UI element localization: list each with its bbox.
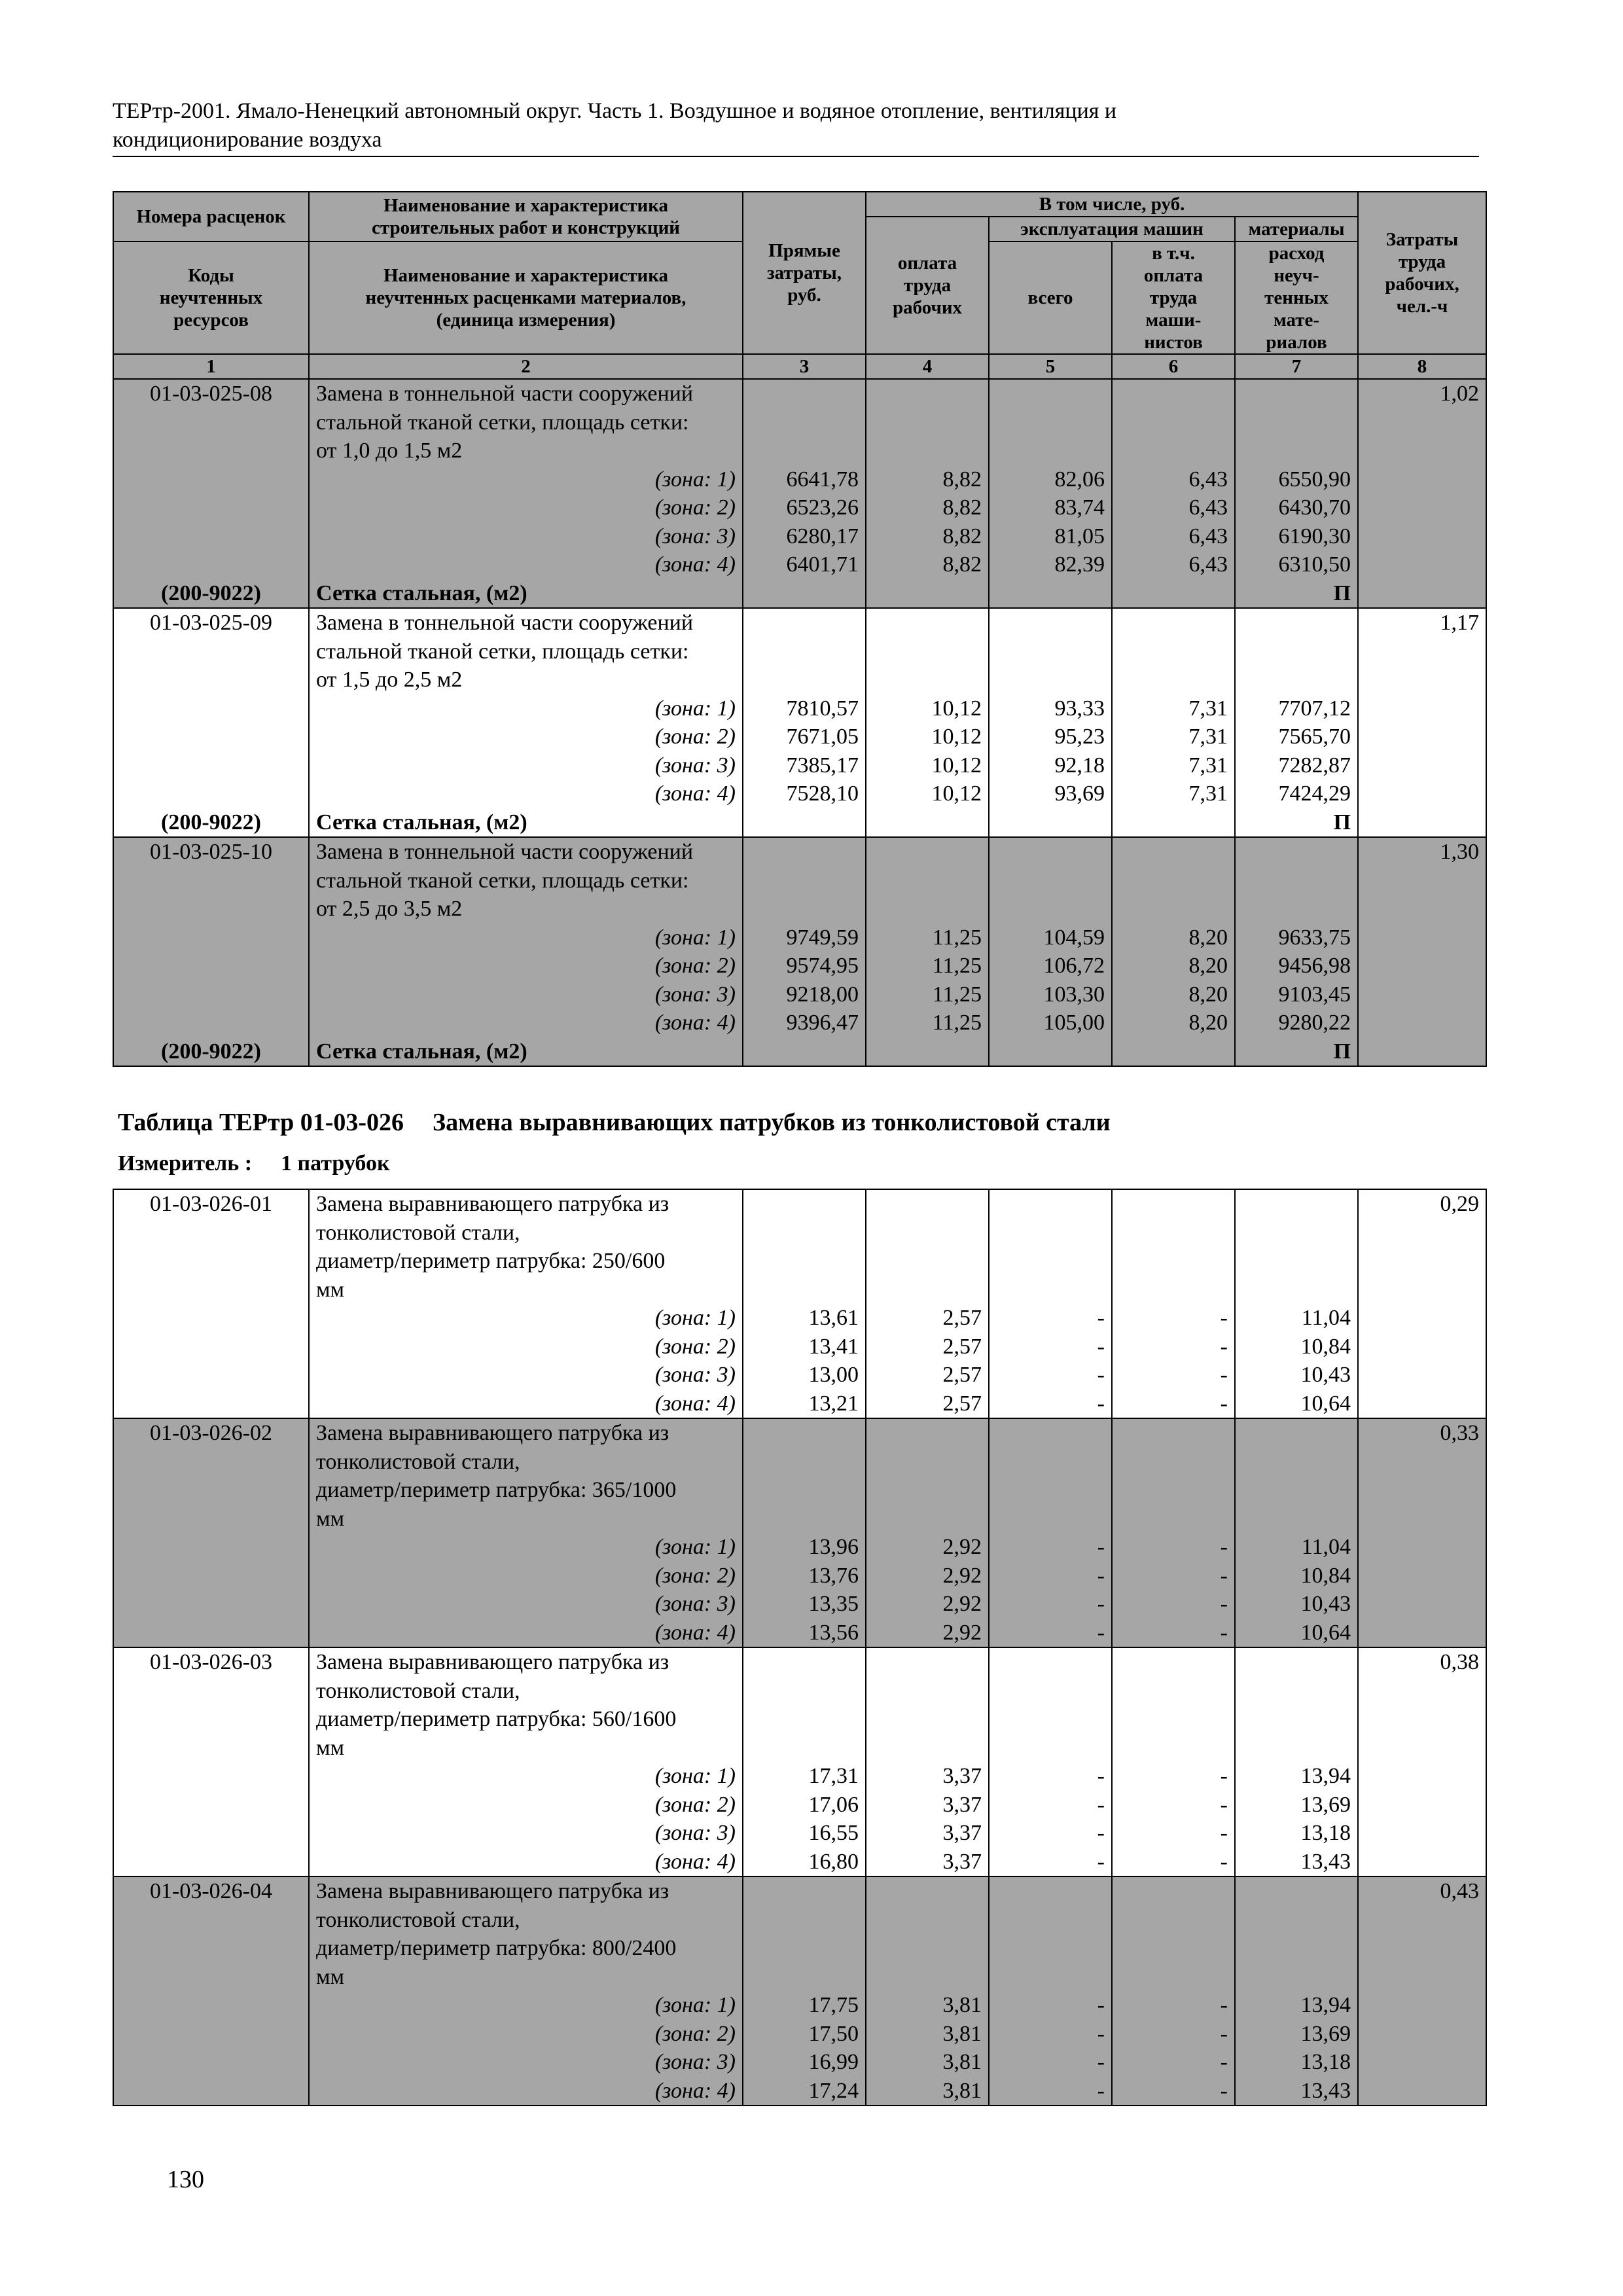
zone-row bbox=[113, 550, 1486, 579]
zone-label: (зона: 2) bbox=[309, 952, 743, 980]
machines-total: - bbox=[989, 1390, 1112, 1419]
col-number: 6 bbox=[1112, 354, 1235, 379]
worker-pay: 10,12 bbox=[866, 723, 989, 751]
zone-label: (зона: 1) bbox=[309, 924, 743, 952]
resource-code: (200-9022) bbox=[113, 1037, 309, 1067]
worker-pay: 2,57 bbox=[866, 1361, 989, 1390]
worker-pay: 2,92 bbox=[866, 1619, 989, 1648]
labor-value: 1,02 bbox=[1358, 379, 1486, 408]
zone-label: (зона: 3) bbox=[309, 1590, 743, 1619]
rate-desc-line: Замена в тоннельной части сооружений bbox=[309, 379, 743, 408]
direct-costs: 16,55 bbox=[743, 1819, 866, 1848]
machines-total: - bbox=[989, 1590, 1112, 1619]
rate-desc-line: от 1,0 до 1,5 м2 bbox=[309, 437, 743, 465]
col-worker-pay: оплата труда рабочих bbox=[866, 217, 989, 354]
machinist-pay: - bbox=[1112, 1590, 1235, 1619]
zone-label: (зона: 2) bbox=[309, 2020, 743, 2049]
col-materials-consumption: расход неуч- тенных мате- риалов bbox=[1235, 242, 1358, 354]
rate-desc-line: стальной тканой сетки, площадь сетки: bbox=[309, 637, 743, 666]
page-number: 130 bbox=[167, 2166, 204, 2193]
labor-value: 1,30 bbox=[1358, 837, 1486, 867]
direct-costs: 7385,17 bbox=[743, 751, 866, 780]
zone-label: (зона: 3) bbox=[309, 2048, 743, 2077]
machinist-pay: 8,20 bbox=[1112, 1009, 1235, 1037]
materials-cost: 9280,22 bbox=[1235, 1009, 1358, 1037]
column-numbers-row bbox=[113, 354, 1486, 379]
machines-total: - bbox=[989, 1562, 1112, 1590]
direct-costs: 13,35 bbox=[743, 1590, 866, 1619]
zone-label: (зона: 3) bbox=[309, 751, 743, 780]
direct-costs: 9396,47 bbox=[743, 1009, 866, 1037]
rate-desc-line: мм bbox=[309, 1276, 743, 1304]
rate-code: 01-03-026-04 bbox=[113, 1876, 309, 1906]
direct-costs: 17,31 bbox=[743, 1762, 866, 1791]
zone-row bbox=[113, 980, 1486, 1009]
rate-desc-line: тонколистовой стали, bbox=[309, 1677, 743, 1706]
resource-mark: П bbox=[1235, 579, 1358, 609]
machines-total: - bbox=[989, 1333, 1112, 1361]
rate-desc-line: Замена в тоннельной части сооружений bbox=[309, 837, 743, 867]
materials-cost: 7707,12 bbox=[1235, 694, 1358, 723]
document-header bbox=[113, 97, 1479, 157]
rate-block bbox=[113, 1647, 1486, 1876]
direct-costs: 17,50 bbox=[743, 2020, 866, 2049]
direct-costs: 13,61 bbox=[743, 1304, 866, 1333]
machines-total: 104,59 bbox=[989, 924, 1112, 952]
unit-label: Измеритель : bbox=[118, 1151, 253, 1175]
materials-cost: 13,69 bbox=[1235, 2020, 1358, 2049]
rate-desc-line: диаметр/периметр патрубка: 800/2400 bbox=[309, 1934, 743, 1963]
worker-pay: 3,37 bbox=[866, 1791, 989, 1820]
machines-total: 103,30 bbox=[989, 980, 1112, 1009]
rate-desc-line: Замена выравнивающего патрубка из bbox=[309, 1647, 743, 1677]
worker-pay: 3,37 bbox=[866, 1848, 989, 1877]
zone-row bbox=[113, 1590, 1486, 1619]
unit-line bbox=[118, 1151, 390, 1177]
worker-pay: 2,92 bbox=[866, 1533, 989, 1562]
materials-cost: 13,94 bbox=[1235, 1991, 1358, 2020]
worker-pay: 3,37 bbox=[866, 1819, 989, 1848]
worker-pay: 8,82 bbox=[866, 465, 989, 494]
rate-block bbox=[113, 1418, 1486, 1647]
machinist-pay: - bbox=[1112, 1762, 1235, 1791]
machines-total: 82,39 bbox=[989, 550, 1112, 579]
rate-desc-line: мм bbox=[309, 1505, 743, 1534]
zone-row bbox=[113, 1333, 1486, 1361]
col-number: 3 bbox=[743, 354, 866, 379]
worker-pay: 2,57 bbox=[866, 1390, 989, 1419]
resource-row bbox=[113, 808, 1486, 838]
worker-pay: 2,92 bbox=[866, 1590, 989, 1619]
col-group-machines: эксплуатация машин bbox=[989, 217, 1235, 242]
zone-row bbox=[113, 2077, 1486, 2106]
machines-total: - bbox=[989, 1991, 1112, 2020]
zone-label: (зона: 2) bbox=[309, 1333, 743, 1361]
rate-desc-line: диаметр/периметр патрубка: 560/1600 bbox=[309, 1705, 743, 1734]
labor-value: 0,29 bbox=[1358, 1189, 1486, 1219]
rate-block bbox=[113, 379, 1486, 608]
machines-total: - bbox=[989, 1619, 1112, 1648]
zone-label: (зона: 3) bbox=[309, 522, 743, 551]
worker-pay: 3,81 bbox=[866, 2048, 989, 2077]
machinist-pay: - bbox=[1112, 2077, 1235, 2106]
resource-row bbox=[113, 1037, 1486, 1067]
worker-pay: 2,57 bbox=[866, 1304, 989, 1333]
labor-value: 1,17 bbox=[1358, 608, 1486, 637]
materials-cost: 9103,45 bbox=[1235, 980, 1358, 1009]
machinist-pay: 6,43 bbox=[1112, 493, 1235, 522]
col-material-name: Наименование и характеристика неучтенных расценками материалов, (единица измерения) bbox=[309, 242, 743, 354]
col-number: 7 bbox=[1235, 354, 1358, 379]
rate-block bbox=[113, 837, 1486, 1066]
rate-desc-line: стальной тканой сетки, площадь сетки: bbox=[309, 408, 743, 437]
zone-row bbox=[113, 924, 1486, 952]
section-code: Таблица ТЕРтр 01-03-026 bbox=[118, 1109, 404, 1136]
direct-costs: 9218,00 bbox=[743, 980, 866, 1009]
zone-label: (зона: 1) bbox=[309, 1762, 743, 1791]
col-group-including: В том числе, руб. bbox=[866, 192, 1358, 217]
zone-label: (зона: 4) bbox=[309, 1390, 743, 1419]
direct-costs: 13,41 bbox=[743, 1333, 866, 1361]
rate-code: 01-03-025-10 bbox=[113, 837, 309, 867]
worker-pay: 3,37 bbox=[866, 1762, 989, 1791]
rate-desc-line: мм bbox=[309, 1963, 743, 1992]
rate-desc-line: диаметр/периметр патрубка: 250/600 bbox=[309, 1247, 743, 1276]
machines-total: 82,06 bbox=[989, 465, 1112, 494]
materials-cost: 7424,29 bbox=[1235, 780, 1358, 808]
machinist-pay: - bbox=[1112, 1304, 1235, 1333]
materials-cost: 11,04 bbox=[1235, 1533, 1358, 1562]
machinist-pay: - bbox=[1112, 1533, 1235, 1562]
rate-code: 01-03-026-03 bbox=[113, 1647, 309, 1677]
zone-row bbox=[113, 1762, 1486, 1791]
direct-costs: 7671,05 bbox=[743, 723, 866, 751]
machines-total: - bbox=[989, 1361, 1112, 1390]
machines-total: - bbox=[989, 2020, 1112, 2049]
rate-desc-line: тонколистовой стали, bbox=[309, 1448, 743, 1477]
col-work-name: Наименование и характеристика строительных работ и конструкций bbox=[309, 192, 743, 242]
materials-cost: 10,43 bbox=[1235, 1361, 1358, 1390]
machines-total: - bbox=[989, 2077, 1112, 2106]
rate-desc-line: тонколистовой стали, bbox=[309, 1219, 743, 1247]
machines-total: - bbox=[989, 1791, 1112, 1820]
machinist-pay: 8,20 bbox=[1112, 924, 1235, 952]
machinist-pay: 8,20 bbox=[1112, 980, 1235, 1009]
resource-name: Сетка стальная, (м2) bbox=[309, 579, 743, 609]
rate-desc-line: Замена выравнивающего патрубка из bbox=[309, 1189, 743, 1219]
machinist-pay: - bbox=[1112, 2020, 1235, 2049]
materials-cost: 6550,90 bbox=[1235, 465, 1358, 494]
zone-row bbox=[113, 1991, 1486, 2020]
materials-cost: 10,64 bbox=[1235, 1619, 1358, 1648]
section-name: Замена выравнивающих патрубков из тонколистовой стали bbox=[433, 1109, 1111, 1136]
direct-costs: 17,06 bbox=[743, 1791, 866, 1820]
machinist-pay: - bbox=[1112, 1991, 1235, 2020]
materials-cost: 13,69 bbox=[1235, 1791, 1358, 1820]
worker-pay: 8,82 bbox=[866, 522, 989, 551]
zone-row bbox=[113, 723, 1486, 751]
rates-table-025 bbox=[113, 191, 1487, 1067]
direct-costs: 6523,26 bbox=[743, 493, 866, 522]
resource-mark: П bbox=[1235, 1037, 1358, 1067]
rate-desc-line: диаметр/периметр патрубка: 365/1000 bbox=[309, 1476, 743, 1505]
materials-cost: 13,43 bbox=[1235, 1848, 1358, 1877]
direct-costs: 13,21 bbox=[743, 1390, 866, 1419]
rate-code: 01-03-025-09 bbox=[113, 608, 309, 637]
machinist-pay: 7,31 bbox=[1112, 723, 1235, 751]
zone-row bbox=[113, 780, 1486, 808]
machines-total: - bbox=[989, 1533, 1112, 1562]
zone-label: (зона: 2) bbox=[309, 723, 743, 751]
machinist-pay: - bbox=[1112, 1619, 1235, 1648]
section-title bbox=[118, 1107, 1111, 1138]
resource-code: (200-9022) bbox=[113, 579, 309, 609]
zone-label: (зона: 1) bbox=[309, 1304, 743, 1333]
resource-code: (200-9022) bbox=[113, 808, 309, 838]
worker-pay: 10,12 bbox=[866, 780, 989, 808]
col-number: 4 bbox=[866, 354, 989, 379]
materials-cost: 9633,75 bbox=[1235, 924, 1358, 952]
zone-label: (зона: 1) bbox=[309, 465, 743, 494]
worker-pay: 3,81 bbox=[866, 1991, 989, 2020]
direct-costs: 6641,78 bbox=[743, 465, 866, 494]
worker-pay: 2,57 bbox=[866, 1333, 989, 1361]
header-line-2: кондиционирование воздуха bbox=[113, 128, 382, 152]
zone-label: (зона: 3) bbox=[309, 980, 743, 1009]
machines-total: 93,69 bbox=[989, 780, 1112, 808]
worker-pay: 8,82 bbox=[866, 493, 989, 522]
zone-label: (зона: 4) bbox=[309, 1009, 743, 1037]
machines-total: 106,72 bbox=[989, 952, 1112, 980]
worker-pay: 11,25 bbox=[866, 952, 989, 980]
worker-pay: 2,92 bbox=[866, 1562, 989, 1590]
worker-pay: 11,25 bbox=[866, 924, 989, 952]
header-line-1: ТЕРтр-2001. Ямало-Ненецкий автономный округ. Часть 1. Воздушное и водяное отопление, вентиляция и bbox=[113, 99, 1117, 123]
rate-code: 01-03-026-02 bbox=[113, 1418, 309, 1448]
machinist-pay: - bbox=[1112, 1791, 1235, 1820]
zone-row bbox=[113, 2048, 1486, 2077]
table-header bbox=[113, 192, 1486, 379]
machinist-pay: 8,20 bbox=[1112, 952, 1235, 980]
zone-label: (зона: 2) bbox=[309, 1562, 743, 1590]
materials-cost: 6190,30 bbox=[1235, 522, 1358, 551]
materials-cost: 10,43 bbox=[1235, 1590, 1358, 1619]
zone-row bbox=[113, 1533, 1486, 1562]
machinist-pay: - bbox=[1112, 1848, 1235, 1877]
direct-costs: 6280,17 bbox=[743, 522, 866, 551]
materials-cost: 13,43 bbox=[1235, 2077, 1358, 2106]
materials-cost: 10,64 bbox=[1235, 1390, 1358, 1419]
zone-label: (зона: 3) bbox=[309, 1361, 743, 1390]
zone-row bbox=[113, 1619, 1486, 1648]
rate-desc-line: тонколистовой стали, bbox=[309, 1906, 743, 1935]
machinist-pay: 6,43 bbox=[1112, 465, 1235, 494]
col-machinist-pay: в т.ч. оплата труда маши- нистов bbox=[1112, 242, 1235, 354]
zone-row bbox=[113, 2020, 1486, 2049]
col-number: 2 bbox=[309, 354, 743, 379]
zone-row bbox=[113, 1848, 1486, 1877]
unit-value: 1 патрубок bbox=[281, 1151, 390, 1175]
labor-value: 0,43 bbox=[1358, 1876, 1486, 1906]
rate-desc-line: Замена в тоннельной части сооружений bbox=[309, 608, 743, 637]
rate-desc-line: Замена выравнивающего патрубка из bbox=[309, 1418, 743, 1448]
zone-row bbox=[113, 1361, 1486, 1390]
direct-costs: 13,96 bbox=[743, 1533, 866, 1562]
materials-cost: 9456,98 bbox=[1235, 952, 1358, 980]
rates-table-026 bbox=[113, 1189, 1487, 2106]
rate-block bbox=[113, 1189, 1486, 1418]
machines-total: - bbox=[989, 2048, 1112, 2077]
machinist-pay: - bbox=[1112, 1333, 1235, 1361]
machinist-pay: 6,43 bbox=[1112, 550, 1235, 579]
direct-costs: 17,75 bbox=[743, 1991, 866, 2020]
machines-total: - bbox=[989, 1762, 1112, 1791]
zone-label: (зона: 4) bbox=[309, 550, 743, 579]
zone-row bbox=[113, 694, 1486, 723]
worker-pay: 3,81 bbox=[866, 2077, 989, 2106]
direct-costs: 7528,10 bbox=[743, 780, 866, 808]
zone-row bbox=[113, 1304, 1486, 1333]
col-labor-costs: Затраты труда рабочих, чел.-ч bbox=[1358, 192, 1486, 354]
worker-pay: 10,12 bbox=[866, 751, 989, 780]
resource-name: Сетка стальная, (м2) bbox=[309, 1037, 743, 1067]
col-machines-total: всего bbox=[989, 242, 1112, 354]
zone-row bbox=[113, 952, 1486, 980]
materials-cost: 13,18 bbox=[1235, 2048, 1358, 2077]
machinist-pay: - bbox=[1112, 1819, 1235, 1848]
zone-label: (зона: 4) bbox=[309, 1848, 743, 1877]
labor-value: 0,33 bbox=[1358, 1418, 1486, 1448]
direct-costs: 7810,57 bbox=[743, 694, 866, 723]
machinist-pay: 7,31 bbox=[1112, 694, 1235, 723]
rate-desc-line: от 2,5 до 3,5 м2 bbox=[309, 895, 743, 924]
direct-costs: 17,24 bbox=[743, 2077, 866, 2106]
materials-cost: 11,04 bbox=[1235, 1304, 1358, 1333]
machinist-pay: - bbox=[1112, 2048, 1235, 2077]
zone-row bbox=[113, 751, 1486, 780]
col-number: 5 bbox=[989, 354, 1112, 379]
zone-label: (зона: 2) bbox=[309, 493, 743, 522]
col-number: 8 bbox=[1358, 354, 1486, 379]
col-number: 1 bbox=[113, 354, 309, 379]
machines-total: - bbox=[989, 1848, 1112, 1877]
direct-costs: 13,56 bbox=[743, 1619, 866, 1648]
materials-cost: 7565,70 bbox=[1235, 723, 1358, 751]
machinist-pay: 7,31 bbox=[1112, 751, 1235, 780]
machines-total: 83,74 bbox=[989, 493, 1112, 522]
rate-desc-line: Замена выравнивающего патрубка из bbox=[309, 1876, 743, 1906]
direct-costs: 13,00 bbox=[743, 1361, 866, 1390]
rate-desc-line: стальной тканой сетки, площадь сетки: bbox=[309, 867, 743, 895]
rate-desc-line: мм bbox=[309, 1734, 743, 1763]
machines-total: 105,00 bbox=[989, 1009, 1112, 1037]
worker-pay: 11,25 bbox=[866, 980, 989, 1009]
materials-cost: 6430,70 bbox=[1235, 493, 1358, 522]
machinist-pay: 7,31 bbox=[1112, 780, 1235, 808]
zone-label: (зона: 2) bbox=[309, 1791, 743, 1820]
labor-value: 0,38 bbox=[1358, 1647, 1486, 1677]
worker-pay: 3,81 bbox=[866, 2020, 989, 2049]
resource-name: Сетка стальная, (м2) bbox=[309, 808, 743, 838]
machines-total: 95,23 bbox=[989, 723, 1112, 751]
col-resource-codes: Коды неучтенных ресурсов bbox=[113, 242, 309, 354]
rate-block bbox=[113, 608, 1486, 837]
col-direct-costs: Прямые затраты, руб. bbox=[743, 192, 866, 354]
zone-row bbox=[113, 522, 1486, 551]
zone-label: (зона: 1) bbox=[309, 1991, 743, 2020]
zone-label: (зона: 1) bbox=[309, 1533, 743, 1562]
direct-costs: 9749,59 bbox=[743, 924, 866, 952]
zone-label: (зона: 4) bbox=[309, 2077, 743, 2106]
materials-cost: 10,84 bbox=[1235, 1333, 1358, 1361]
machines-total: 93,33 bbox=[989, 694, 1112, 723]
zone-row bbox=[113, 465, 1486, 494]
worker-pay: 10,12 bbox=[866, 694, 989, 723]
machines-total: - bbox=[989, 1819, 1112, 1848]
materials-cost: 13,18 bbox=[1235, 1819, 1358, 1848]
materials-cost: 7282,87 bbox=[1235, 751, 1358, 780]
zone-label: (зона: 4) bbox=[309, 1619, 743, 1648]
zone-row bbox=[113, 1390, 1486, 1419]
col-group-materials: материалы bbox=[1235, 217, 1358, 242]
machinist-pay: - bbox=[1112, 1361, 1235, 1390]
zone-label: (зона: 4) bbox=[309, 780, 743, 808]
rate-code: 01-03-026-01 bbox=[113, 1189, 309, 1219]
materials-cost: 10,84 bbox=[1235, 1562, 1358, 1590]
resource-row bbox=[113, 579, 1486, 609]
materials-cost: 13,94 bbox=[1235, 1762, 1358, 1791]
direct-costs: 9574,95 bbox=[743, 952, 866, 980]
machines-total: 92,18 bbox=[989, 751, 1112, 780]
zone-row bbox=[113, 493, 1486, 522]
materials-cost: 6310,50 bbox=[1235, 550, 1358, 579]
direct-costs: 16,80 bbox=[743, 1848, 866, 1877]
zone-row bbox=[113, 1819, 1486, 1848]
machinist-pay: - bbox=[1112, 1562, 1235, 1590]
rate-code: 01-03-025-08 bbox=[113, 379, 309, 408]
worker-pay: 8,82 bbox=[866, 550, 989, 579]
machines-total: - bbox=[989, 1304, 1112, 1333]
rate-desc-line: от 1,5 до 2,5 м2 bbox=[309, 666, 743, 694]
resource-mark: П bbox=[1235, 808, 1358, 838]
zone-label: (зона: 3) bbox=[309, 1819, 743, 1848]
direct-costs: 16,99 bbox=[743, 2048, 866, 2077]
col-rate-numbers: Номера расценок bbox=[113, 192, 309, 242]
machinist-pay: 6,43 bbox=[1112, 522, 1235, 551]
zone-row bbox=[113, 1791, 1486, 1820]
machinist-pay: - bbox=[1112, 1390, 1235, 1419]
zone-label: (зона: 1) bbox=[309, 694, 743, 723]
machines-total: 81,05 bbox=[989, 522, 1112, 551]
direct-costs: 6401,71 bbox=[743, 550, 866, 579]
worker-pay: 11,25 bbox=[866, 1009, 989, 1037]
direct-costs: 13,76 bbox=[743, 1562, 866, 1590]
zone-row bbox=[113, 1009, 1486, 1037]
zone-row bbox=[113, 1562, 1486, 1590]
rate-block bbox=[113, 1876, 1486, 2106]
